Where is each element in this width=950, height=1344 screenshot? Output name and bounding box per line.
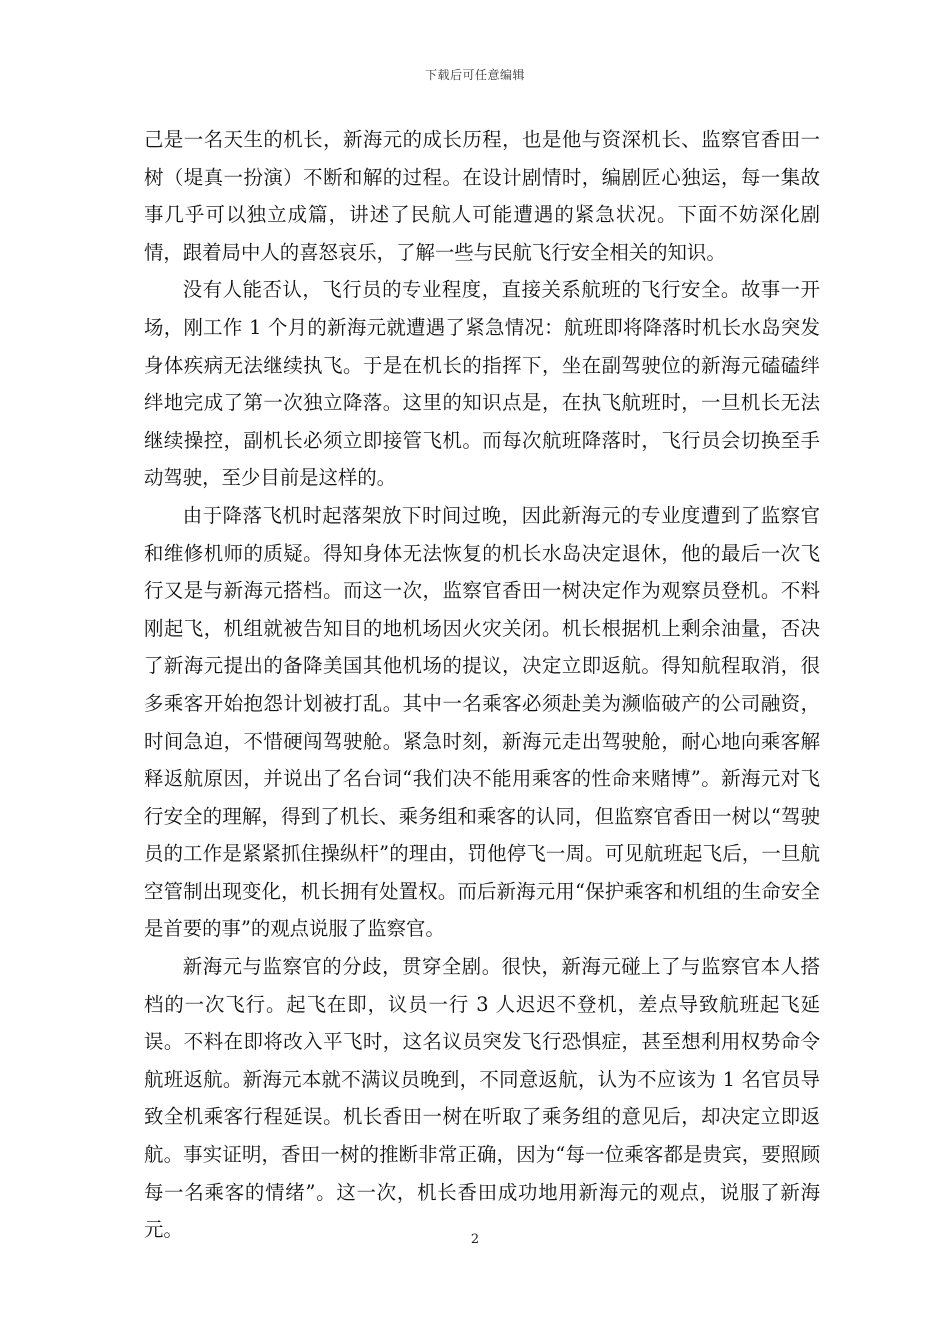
page-header: 下载后可任意编辑 xyxy=(424,68,525,82)
paragraph-3: 由于降落飞机时起落架放下时间过晚，因此新海元的专业度遭到了监察官和维修机师的质疑。得知身体无法恢复的机长水岛决定退休，他的最后一次飞行又是与新海元搭档。而这一次，监察官香田一树决定作为观察员登机。不料刚起飞，机组就被告知目的地机场因火灾关闭。机长根据机上剩余油量，否决了新海元提出的备降美国其他机场的提议，决定立即返航。得知航程取消，很多乘客开始抱怨计划被打乱。其中一名乘客必须赴美为濒临破产的公司融资，时间急迫，不惜硬闯驾驶舱。紧急时刻，新海元走出驾驶舱，耐心地向乘客解释返航原因，并说出了名台词“我们决不能用乘客的性命来赌博”。新海元对飞行安全的理解，得到了机长、乘务组和乘客的认同，但监察官香田一树以“驾驶员的工作是紧紧抓住操纵杆”的理由，罚他停飞一周。可见航班起飞后，一旦航空管制出现变化，机长拥有处置权。而后新海元用“保护乘客和机组的生命安全是首要的事”的观点说服了监察官。 xyxy=(144,503,820,941)
paragraph-1: 己是一名天生的机长，新海元的成长历程，也是他与资深机长、监察官香田一树（堤真一扮演）不断和解的过程。在设计剧情时，编剧匠心独运，每一集故事几乎可以独立成篇，讲述了民航人可能遭遇的紧急状况。下面不妨深化剧情，跟着局中人的喜怒哀乐，了解一些与民航飞行安全相关的知识。 xyxy=(144,128,820,264)
body-text xyxy=(144,121,820,1249)
paragraph-2: 没有人能否认，飞行员的专业程度，直接关系航班的飞行安全。故事一开场，刚工作 1 个月的新海元就遭遇了紧急情况：航班即将降落时机长水岛突发身体疾病无法继续执飞。于是在机长的指挥下，坐在副驾驶位的新海元磕磕绊绊地完成了第一次独立降落。这里的知识点是，在执飞航班时，一旦机长无法继续操控，副机长必须立即接管飞机。而每次航班降落时，飞行员会切换至手动驾驶，至少目前是这样的。 xyxy=(144,278,820,490)
page-number: 2 xyxy=(470,1232,480,1247)
paragraph-4: 新海元与监察官的分歧，贯穿全剧。很快，新海元碰上了与监察官本人搭档的一次飞行。起飞在即，议员一行 3 人迟迟不登机，差点导致航班起飞延误。不料在即将改入平飞时，这名议员突发飞行恐惧症，甚至想利用权势命令航班返航。新海元本就不满议员晚到，不同意返航，认为不应该为 1 名官员导致全机乘客行程延误。机长香田一树在听取了乘务组的意见后，却决定立即返航。事实证明，香田一树的推断非常正确，因为“每一位乘客都是贵宾，要照顾每一名乘客的情绪”。这一次，机长香田成功地用新海元的观点，说服了新海元。 xyxy=(144,955,820,1242)
